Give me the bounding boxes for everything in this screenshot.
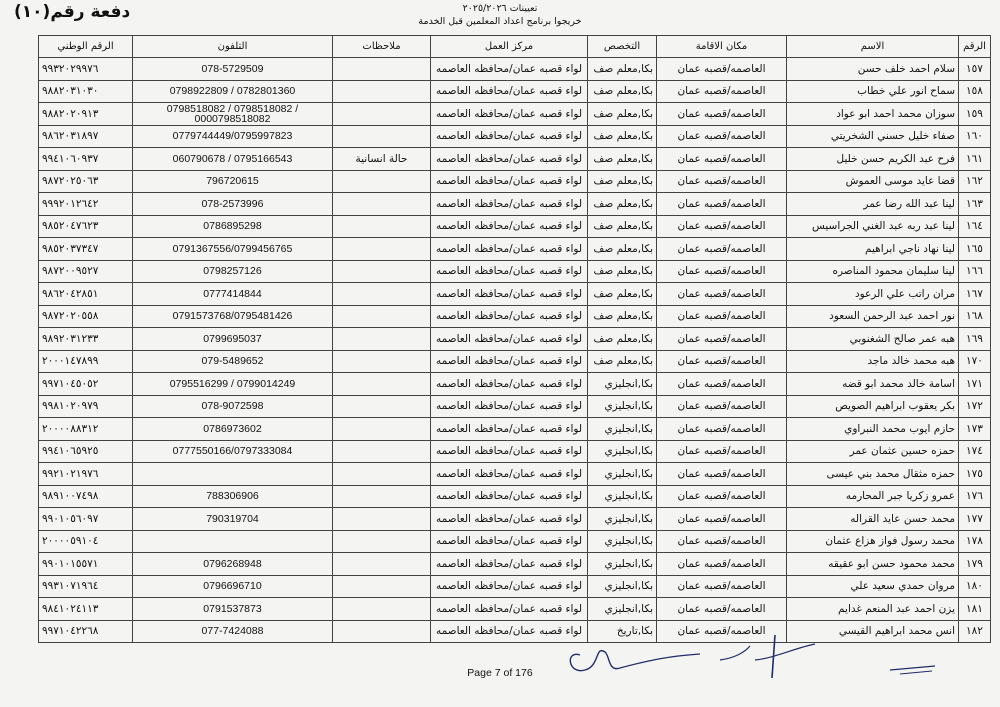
row-phone xyxy=(133,463,333,486)
row-specialty: بكا,معلم صف xyxy=(588,305,657,328)
row-phone: 0798257126 xyxy=(133,260,333,283)
row-workplace: لواء قصبه عمان/محافظه العاصمه xyxy=(431,508,588,531)
row-national-id: ٩٨٩٢٠٣١٢٣٣ xyxy=(39,328,133,351)
row-notes xyxy=(333,463,431,486)
row-workplace: لواء قصبه عمان/محافظه العاصمه xyxy=(431,80,588,103)
row-specialty: بكا,انجليزي xyxy=(588,395,657,418)
row-residence: العاصمه/قصبه عمان xyxy=(657,418,787,441)
table-row xyxy=(39,350,991,373)
row-phone: 079-5489652 xyxy=(133,350,333,373)
row-specialty: بكا,انجليزي xyxy=(588,440,657,463)
table-row xyxy=(39,440,991,463)
row-phone: 0779744449/0795997823 xyxy=(133,125,333,148)
batch-label: دفعة رقم(١٠) xyxy=(14,2,131,22)
row-number: ١٧٢ xyxy=(959,395,991,418)
table-row xyxy=(39,373,991,396)
row-specialty: بكا,معلم صف xyxy=(588,215,657,238)
table-row xyxy=(39,328,991,351)
row-notes: حالة انسانية xyxy=(333,148,431,171)
row-name: لينا نهاد ناجي ابراهيم xyxy=(787,238,959,261)
row-name: سلام احمد خلف حسن xyxy=(787,58,959,81)
row-specialty: بكا,معلم صف xyxy=(588,260,657,283)
row-residence: العاصمه/قصبه عمان xyxy=(657,373,787,396)
table-row xyxy=(39,148,991,171)
row-notes xyxy=(333,103,431,126)
row-workplace: لواء قصبه عمان/محافظه العاصمه xyxy=(431,328,588,351)
row-national-id: ٩٨٥٢٠٤٧٦٢٣ xyxy=(39,215,133,238)
row-number: ١٦٦ xyxy=(959,260,991,283)
row-name: محمد محمود حسن ابو عقيقه xyxy=(787,553,959,576)
row-national-id: ٩٨٧٢٠٢٠٥٥٨ xyxy=(39,305,133,328)
table-row xyxy=(39,418,991,441)
row-specialty: بكا,معلم صف xyxy=(588,80,657,103)
row-number: ١٦٩ xyxy=(959,328,991,351)
page-footer: Page 7 of 176 xyxy=(467,667,533,679)
row-name: نور احمد عبد الرحمن السعود xyxy=(787,305,959,328)
row-phone: 0786895298 xyxy=(133,215,333,238)
row-phone: 077-7424088 xyxy=(133,620,333,643)
row-workplace: لواء قصبه عمان/محافظه العاصمه xyxy=(431,125,588,148)
row-residence: العاصمه/قصبه عمان xyxy=(657,328,787,351)
row-residence: العاصمه/قصبه عمان xyxy=(657,508,787,531)
row-name: سماح انور علي خطاب xyxy=(787,80,959,103)
row-residence: العاصمه/قصبه عمان xyxy=(657,215,787,238)
row-notes xyxy=(333,350,431,373)
row-notes xyxy=(333,328,431,351)
row-national-id: ٩٩٧١٠٤٥٠٥٢ xyxy=(39,373,133,396)
row-notes xyxy=(333,620,431,643)
row-number: ١٧٩ xyxy=(959,553,991,576)
row-workplace: لواء قصبه عمان/محافظه العاصمه xyxy=(431,58,588,81)
row-specialty: بكا,انجليزي xyxy=(588,418,657,441)
row-phone: 078-2573996 xyxy=(133,193,333,216)
row-workplace: لواء قصبه عمان/محافظه العاصمه xyxy=(431,350,588,373)
row-number: ١٦٢ xyxy=(959,170,991,193)
row-number: ١٥٧ xyxy=(959,58,991,81)
table-row xyxy=(39,463,991,486)
row-workplace: لواء قصبه عمان/محافظه العاصمه xyxy=(431,373,588,396)
row-national-id: ٩٨٨٢٠٢٠٩١٣ xyxy=(39,103,133,126)
row-phone: 0791573768/0795481426 xyxy=(133,305,333,328)
row-national-id: ٩٩٤١٠٦٠٩٣٧ xyxy=(39,148,133,171)
row-number: ١٦٧ xyxy=(959,283,991,306)
row-phone: 0791367556/0799456765 xyxy=(133,238,333,261)
row-residence: العاصمه/قصبه عمان xyxy=(657,598,787,621)
row-number: ١٦٥ xyxy=(959,238,991,261)
row-name: قضا عايد موسى العموش xyxy=(787,170,959,193)
row-notes xyxy=(333,418,431,441)
row-workplace: لواء قصبه عمان/محافظه العاصمه xyxy=(431,148,588,171)
row-workplace: لواء قصبه عمان/محافظه العاصمه xyxy=(431,440,588,463)
row-national-id: ٩٨٥٢٠٣٧٣٤٧ xyxy=(39,238,133,261)
row-phone: 0777414844 xyxy=(133,283,333,306)
row-notes xyxy=(333,170,431,193)
row-number: ١٧٣ xyxy=(959,418,991,441)
row-name: محمد حسن عايد القراله xyxy=(787,508,959,531)
col-header-no: الرقم xyxy=(959,36,991,58)
row-specialty: بكا,معلم صف xyxy=(588,58,657,81)
row-name: هبه محمد خالد ماجد xyxy=(787,350,959,373)
row-workplace: لواء قصبه عمان/محافظه العاصمه xyxy=(431,485,588,508)
table-row xyxy=(39,530,991,553)
table-row xyxy=(39,260,991,283)
row-workplace: لواء قصبه عمان/محافظه العاصمه xyxy=(431,395,588,418)
row-workplace: لواء قصبه عمان/محافظه العاصمه xyxy=(431,575,588,598)
row-phone: 790319704 xyxy=(133,508,333,531)
row-number: ١٥٨ xyxy=(959,80,991,103)
row-number: ١٧٤ xyxy=(959,440,991,463)
row-national-id: ٩٨٦٢٠٤٢٨٥١ xyxy=(39,283,133,306)
row-workplace: لواء قصبه عمان/محافظه العاصمه xyxy=(431,238,588,261)
row-phone: 078-9072598 xyxy=(133,395,333,418)
row-national-id: ٩٩٢١٠٢١٩٧٦ xyxy=(39,463,133,486)
col-header-workplace: مركز العمل xyxy=(431,36,588,58)
row-name: اسامة خالد محمد ابو قضه xyxy=(787,373,959,396)
row-national-id: ٢٠٠٠٠٨٨٣١٢ xyxy=(39,418,133,441)
row-national-id: ٢٠٠٠٠٥٩١٠٤ xyxy=(39,530,133,553)
col-header-specialty: التخصص xyxy=(588,36,657,58)
row-workplace: لواء قصبه عمان/محافظه العاصمه xyxy=(431,193,588,216)
row-name: مروان حمدي سعيد علي xyxy=(787,575,959,598)
roster-table xyxy=(38,35,991,643)
row-notes xyxy=(333,575,431,598)
row-phone: 0777550166/0797333084 xyxy=(133,440,333,463)
row-specialty: بكا,انجليزي xyxy=(588,553,657,576)
row-national-id: ٩٩٤١٠٦٥٩٢٥ xyxy=(39,440,133,463)
row-phone: 796720615 xyxy=(133,170,333,193)
row-notes xyxy=(333,305,431,328)
row-name: حمزه حسين عثمان عمر xyxy=(787,440,959,463)
table-row xyxy=(39,80,991,103)
row-residence: العاصمه/قصبه عمان xyxy=(657,530,787,553)
row-specialty: بكا,معلم صف xyxy=(588,238,657,261)
row-notes xyxy=(333,193,431,216)
row-national-id: ٩٩٠١٠٥٦٠٩٧ xyxy=(39,508,133,531)
row-national-id: ٩٨٧٢٠٢٥٠٦٣ xyxy=(39,170,133,193)
col-header-name: الاسم xyxy=(787,36,959,58)
row-residence: العاصمه/قصبه عمان xyxy=(657,440,787,463)
row-residence: العاصمه/قصبه عمان xyxy=(657,575,787,598)
row-name: لينا عبد ربه عبد الغني الجراسيس xyxy=(787,215,959,238)
row-residence: العاصمه/قصبه عمان xyxy=(657,58,787,81)
row-notes xyxy=(333,125,431,148)
col-header-residence: مكان الاقامة xyxy=(657,36,787,58)
row-name: صفاء خليل حسني الشخريتي xyxy=(787,125,959,148)
row-specialty: بكا,انجليزي xyxy=(588,508,657,531)
row-residence: العاصمه/قصبه عمان xyxy=(657,463,787,486)
row-workplace: لواء قصبه عمان/محافظه العاصمه xyxy=(431,598,588,621)
row-residence: العاصمه/قصبه عمان xyxy=(657,238,787,261)
header-line-2: خريجوا برنامج اعداد المعلمين قبل الخدمة xyxy=(418,16,582,27)
row-workplace: لواء قصبه عمان/محافظه العاصمه xyxy=(431,553,588,576)
row-name: سوزان محمد احمد ابو عواد xyxy=(787,103,959,126)
row-name: يزن احمد عبد المنعم غدايم xyxy=(787,598,959,621)
row-notes xyxy=(333,553,431,576)
row-number: ١٧١ xyxy=(959,373,991,396)
table-row xyxy=(39,395,991,418)
row-workplace: لواء قصبه عمان/محافظه العاصمه xyxy=(431,103,588,126)
table-row xyxy=(39,125,991,148)
row-residence: العاصمه/قصبه عمان xyxy=(657,395,787,418)
row-phone: 0796696710 xyxy=(133,575,333,598)
row-number: ١٧٠ xyxy=(959,350,991,373)
row-number: ١٧٦ xyxy=(959,485,991,508)
row-number: ١٧٨ xyxy=(959,530,991,553)
row-national-id: ٩٨٩١٠٠٧٤٩٨ xyxy=(39,485,133,508)
row-number: ١٨١ xyxy=(959,598,991,621)
table-row xyxy=(39,305,991,328)
row-name: هبه عمر صالح الشغنوبي xyxy=(787,328,959,351)
row-specialty: بكا,انجليزي xyxy=(588,463,657,486)
row-specialty: بكا,انجليزي xyxy=(588,373,657,396)
row-national-id: ٩٩٣١٠٧١٩٦٤ xyxy=(39,575,133,598)
row-national-id: ٩٩٠١٠١٥٥٧١ xyxy=(39,553,133,576)
row-national-id: ٩٩٣٢٠٢٩٩٧٦ xyxy=(39,58,133,81)
row-national-id: ٩٨٧٢٠٠٩٥٢٧ xyxy=(39,260,133,283)
table-row xyxy=(39,575,991,598)
row-specialty: بكا,انجليزي xyxy=(588,530,657,553)
row-specialty: بكا,انجليزي xyxy=(588,598,657,621)
row-notes xyxy=(333,530,431,553)
row-number: ١٨٠ xyxy=(959,575,991,598)
row-phone: 0786973602 xyxy=(133,418,333,441)
row-name: حمزه مثقال محمد بني عيسى xyxy=(787,463,959,486)
row-specialty: بكا,معلم صف xyxy=(588,103,657,126)
row-specialty: بكا,معلم صف xyxy=(588,350,657,373)
row-workplace: لواء قصبه عمان/محافظه العاصمه xyxy=(431,260,588,283)
row-workplace: لواء قصبه عمان/محافظه العاصمه xyxy=(431,215,588,238)
table-body xyxy=(39,58,991,643)
row-residence: العاصمه/قصبه عمان xyxy=(657,283,787,306)
row-specialty: بكا,معلم صف xyxy=(588,328,657,351)
row-residence: العاصمه/قصبه عمان xyxy=(657,170,787,193)
row-workplace: لواء قصبه عمان/محافظه العاصمه xyxy=(431,620,588,643)
row-number: ١٦٣ xyxy=(959,193,991,216)
row-residence: العاصمه/قصبه عمان xyxy=(657,193,787,216)
row-notes xyxy=(333,485,431,508)
row-specialty: بكا,انجليزي xyxy=(588,485,657,508)
row-phone: 0795516299 / 0799014249 xyxy=(133,373,333,396)
table-row xyxy=(39,170,991,193)
row-workplace: لواء قصبه عمان/محافظه العاصمه xyxy=(431,170,588,193)
row-residence: العاصمه/قصبه عمان xyxy=(657,553,787,576)
row-number: ١٨٢ xyxy=(959,620,991,643)
col-header-phone: التلفون xyxy=(133,36,333,58)
row-workplace: لواء قصبه عمان/محافظه العاصمه xyxy=(431,463,588,486)
row-residence: العاصمه/قصبه عمان xyxy=(657,148,787,171)
row-national-id: ٩٩٧١٠٤٢٢٦٨ xyxy=(39,620,133,643)
row-specialty: بكا,معلم صف xyxy=(588,283,657,306)
table-header xyxy=(39,36,991,58)
row-name: محمد رسول فواز هزاع عثمان xyxy=(787,530,959,553)
row-name: لينا سليمان محمود المناصره xyxy=(787,260,959,283)
table-row xyxy=(39,485,991,508)
row-specialty: بكا,معلم صف xyxy=(588,148,657,171)
header-line-1: تعيينات ٢٠٢٥/٢٠٢٦ xyxy=(462,3,538,14)
table-row xyxy=(39,553,991,576)
row-number: ١٧٧ xyxy=(959,508,991,531)
row-residence: العاصمه/قصبه عمان xyxy=(657,305,787,328)
row-notes xyxy=(333,283,431,306)
row-phone: 0799695037 xyxy=(133,328,333,351)
row-workplace: لواء قصبه عمان/محافظه العاصمه xyxy=(431,283,588,306)
row-name: انس محمد ابراهيم القيسي xyxy=(787,620,959,643)
row-notes xyxy=(333,373,431,396)
row-national-id: ٢٠٠٠١٤٧٨٩٩ xyxy=(39,350,133,373)
row-residence: العاصمه/قصبه عمان xyxy=(657,80,787,103)
row-notes xyxy=(333,238,431,261)
row-notes xyxy=(333,440,431,463)
row-notes xyxy=(333,215,431,238)
row-notes xyxy=(333,508,431,531)
row-national-id: ٩٩٨١٠٢٠٩٧٩ xyxy=(39,395,133,418)
row-residence: العاصمه/قصبه عمان xyxy=(657,103,787,126)
row-notes xyxy=(333,598,431,621)
row-name: بكر يعقوب ابراهيم الصويص xyxy=(787,395,959,418)
row-phone: 0798922809 / 0782801360 xyxy=(133,80,333,103)
row-number: ١٥٩ xyxy=(959,103,991,126)
row-specialty: بكا,معلم صف xyxy=(588,193,657,216)
col-header-notes: ملاحظات xyxy=(333,36,431,58)
row-notes xyxy=(333,80,431,103)
row-specialty: بكا,انجليزي xyxy=(588,575,657,598)
row-number: ١٦١ xyxy=(959,148,991,171)
row-phone: 060790678 / 0795166543 xyxy=(133,148,333,171)
row-name: لينا عبد الله رضا عمر xyxy=(787,193,959,216)
row-phone: 788306906 xyxy=(133,485,333,508)
table-row xyxy=(39,508,991,531)
row-phone: 0798518082 / 0798518082 / 0000798518082 xyxy=(133,103,333,126)
row-number: ١٦٠ xyxy=(959,125,991,148)
row-number: ١٦٤ xyxy=(959,215,991,238)
row-residence: العاصمه/قصبه عمان xyxy=(657,260,787,283)
table-row xyxy=(39,58,991,81)
table-row xyxy=(39,103,991,126)
row-phone: 0796268948 xyxy=(133,553,333,576)
table-row xyxy=(39,193,991,216)
row-residence: العاصمه/قصبه عمان xyxy=(657,125,787,148)
row-notes xyxy=(333,395,431,418)
row-notes xyxy=(333,58,431,81)
table-row xyxy=(39,238,991,261)
row-number: ١٧٥ xyxy=(959,463,991,486)
col-header-national-id: الرقم الوطني xyxy=(39,36,133,58)
row-name: عمرو زكريا جبر المحارمه xyxy=(787,485,959,508)
table-row xyxy=(39,283,991,306)
row-phone: 078-5729509 xyxy=(133,58,333,81)
row-phone: 0791537873 xyxy=(133,598,333,621)
row-phone xyxy=(133,530,333,553)
row-national-id: ٩٨٤١٠٢٤١١٣ xyxy=(39,598,133,621)
row-notes xyxy=(333,260,431,283)
row-residence: العاصمه/قصبه عمان xyxy=(657,485,787,508)
row-national-id: ٩٨٨٢٠٣١٠٣٠ xyxy=(39,80,133,103)
row-specialty: بكا,تاريخ xyxy=(588,620,657,643)
row-specialty: بكا,معلم صف xyxy=(588,170,657,193)
table-row xyxy=(39,215,991,238)
row-name: مران راتب علي الرعود xyxy=(787,283,959,306)
row-number: ١٦٨ xyxy=(959,305,991,328)
row-specialty: بكا,معلم صف xyxy=(588,125,657,148)
row-residence: العاصمه/قصبه عمان xyxy=(657,620,787,643)
row-workplace: لواء قصبه عمان/محافظه العاصمه xyxy=(431,305,588,328)
row-national-id: ٩٩٩٢٠١٢٦٤٢ xyxy=(39,193,133,216)
row-residence: العاصمه/قصبه عمان xyxy=(657,350,787,373)
row-national-id: ٩٨٦٢٠٣١٨٩٧ xyxy=(39,125,133,148)
row-workplace: لواء قصبه عمان/محافظه العاصمه xyxy=(431,530,588,553)
row-name: فرح عبد الكريم حسن خليل xyxy=(787,148,959,171)
table-row xyxy=(39,598,991,621)
row-name: حازم ايوب محمد النبراوي xyxy=(787,418,959,441)
row-workplace: لواء قصبه عمان/محافظه العاصمه xyxy=(431,418,588,441)
